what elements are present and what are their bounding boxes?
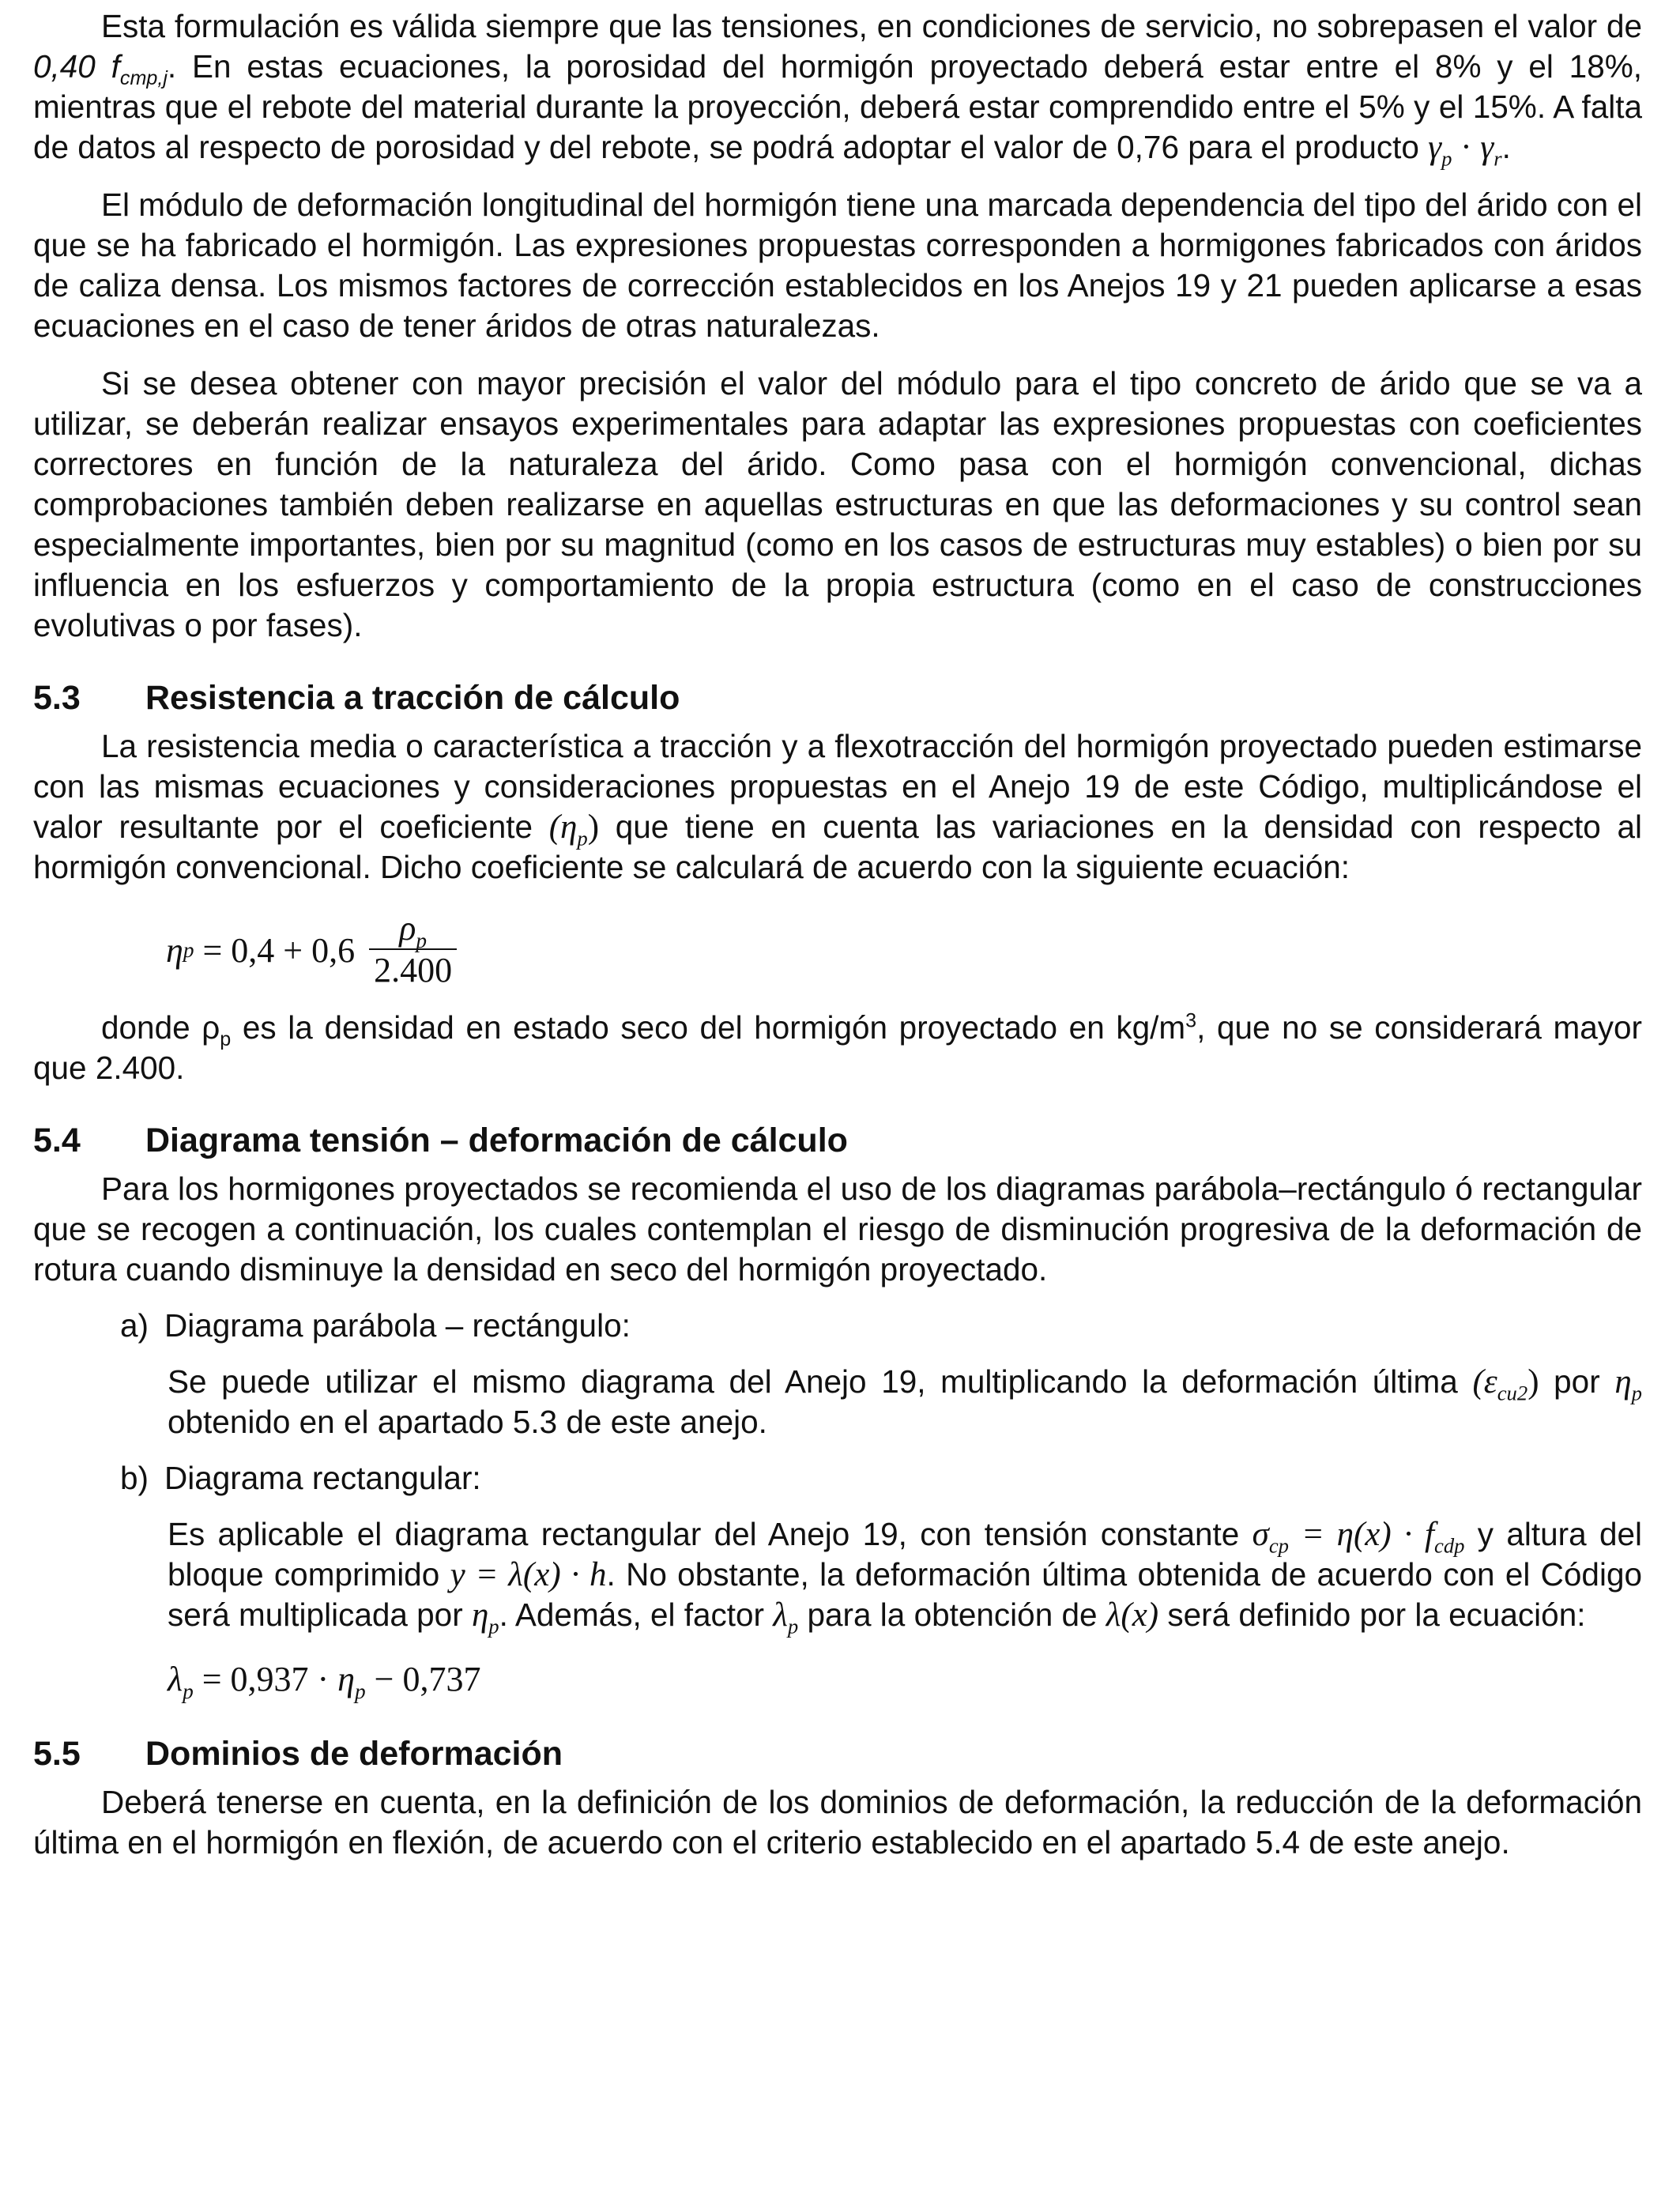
list-letter: a): [120, 1307, 149, 1344]
fraction-numerator: [394, 909, 431, 952]
lambda-symbol: λ: [773, 1596, 788, 1634]
list-item-a: [120, 1306, 1642, 1346]
formula-value: 0,40 f: [33, 48, 120, 85]
paragraph-rectangular: [168, 1514, 1642, 1638]
sigma-symbol: σ: [1252, 1516, 1269, 1553]
unit-exponent: 3: [1185, 1009, 1197, 1032]
document-page: [33, 6, 1642, 1863]
equation-constant: = 0,937 ·: [193, 1660, 338, 1698]
paragraph-validity: [33, 6, 1642, 171]
paren: ): [587, 809, 600, 846]
list-letter: b): [120, 1460, 149, 1496]
text-run: . No obstante, la deformación última obtenida de acuerdo con el Código será multiplicada por: [168, 1556, 1642, 1633]
text-run: donde ρ: [101, 1009, 220, 1046]
formula-gamma-product: [1428, 129, 1502, 171]
formula-sigma: [1252, 1516, 1465, 1558]
eta-subscript: p: [488, 1614, 499, 1638]
paragraph-density: [33, 1008, 1642, 1088]
rho-subscript: p: [220, 1028, 232, 1051]
formula-eta-p: [1614, 1363, 1642, 1405]
rho-subscript: p: [416, 928, 427, 952]
text-run: , que no se considerará mayor que 2.400.: [33, 1009, 1643, 1086]
epsilon-symbol: (ε: [1472, 1363, 1497, 1400]
eta-symbol: η: [471, 1596, 489, 1634]
paren: ): [1527, 1363, 1539, 1400]
formula-block-height: y = λ(x) · h: [450, 1556, 607, 1593]
eta-subscript: p: [355, 1679, 366, 1703]
text-run: . Además, el factor: [499, 1596, 774, 1633]
paragraph-modulus: El módulo de deformación longitudinal del hormigón tiene una marcada dependencia del tipo del árido con el que se ha fabricado el hormigón. Las expresiones propuestas corresponden a hormigones fabricados con áridos de caliza densa. Los mismos factores de corrección establecidos en los Anejos 19 y 21 pueden aplicarse a esas ecuaciones en el caso de tener áridos de otras naturalezas.: [33, 187, 1642, 344]
section-title: Diagrama tensión – deformación de cálculo: [145, 1122, 848, 1159]
section-number: 5.5: [33, 1735, 81, 1773]
equation-constant: − 0,737: [365, 1660, 481, 1698]
text-run: por: [1539, 1363, 1615, 1400]
formula-eta-p: [548, 809, 600, 850]
rho-symbol: ρ: [399, 909, 416, 948]
gamma-subscript: p: [1441, 146, 1452, 171]
formula-body: = η(x) · f: [1289, 1516, 1434, 1553]
section-number: 5.3: [33, 679, 81, 717]
formula-epsilon: [1472, 1363, 1539, 1405]
text-run: será definido por la ecuación:: [1158, 1596, 1586, 1633]
list-label: Diagrama parábola – rectángulo:: [164, 1307, 631, 1344]
gamma-subscript: r: [1494, 146, 1502, 171]
eta-subscript: p: [577, 826, 588, 850]
equation-constant: = 0,4 + 0,6: [194, 930, 356, 970]
eta-symbol: (η: [548, 809, 578, 846]
f-subscript: cdp: [1433, 1533, 1465, 1558]
text-run: y altura del bloque comprimido: [168, 1516, 1642, 1593]
text-run: que tiene en cuenta las variaciones en la densidad con respecto al hormigón convencional. Dicho coeficiente se calculará de acuerdo con la siguiente ecuación:: [33, 809, 1642, 885]
fraction-denominator: 2.400: [369, 948, 457, 991]
section-heading-5-3: [33, 677, 1642, 718]
epsilon-subscript: cu2: [1497, 1381, 1528, 1405]
formula-lambda-p: [773, 1596, 799, 1638]
formula-eta-p: [471, 1596, 499, 1638]
text-run: Es aplicable el diagrama rectangular del Anejo 19, con tensión constante: [168, 1516, 1252, 1552]
section-heading-5-4: [33, 1120, 1642, 1161]
text-run: obtenido en el apartado 5.3 de este anejo.: [168, 1404, 767, 1440]
list-item-b: [120, 1458, 1642, 1498]
text-run: .: [1501, 129, 1511, 165]
section-title: Dominios de deformación: [145, 1735, 563, 1773]
formula-fcmp: [33, 48, 168, 90]
gamma-symbol: γ: [1480, 129, 1494, 166]
paragraph-precision: Si se desea obtener con mayor precisión el valor del módulo para el tipo concreto de árido que se va a utilizar, se deberán realizar ensayos experimentales para adaptar las expresiones propuestas con coeficientes correctores en función de la naturaleza del árido. Como pasa con el hormigón convencional, dichas comprobaciones también deben realizarse en aquellas estructuras en que las deformaciones y su control sean especialmente importantes, bien por su magnitud (como en los casos de estructuras muy estables) o bien por su influencia en los esfuerzos y comportamiento de la propia estructura (como en el caso de construcciones evolutivas o por fases).: [33, 365, 1642, 643]
eta-symbol: η: [166, 930, 183, 970]
paragraph-domains: Deberá tenerse en cuenta, en la definición de los dominios de deformación, la reducción de la deformación última en el hormigón en flexión, de acuerdo con el criterio establecido en el apartado 5.4 de este anejo.: [33, 1784, 1642, 1860]
text-run: . En estas ecuaciones, la porosidad del hormigón proyectado deberá estar entre el 8% y el 18%, mientras que el rebote del material durante la proyección, deberá estar comprendido entre el 5% y el 15%. A falta de datos al respecto de porosidad y del rebote, se podrá adoptar el valor de 0,76 para el producto: [33, 48, 1642, 165]
text-run: Se puede utilizar el mismo diagrama del Anejo 19, multiplicando la deformación última: [168, 1363, 1473, 1400]
paragraph-tensile: [33, 726, 1642, 888]
formula-subscript: cmp,j: [119, 67, 168, 90]
equation-eta-p: η p = 0,4 + 0,6 $\frac{\rho_p}{2.400}$: [166, 907, 1642, 993]
gamma-symbol: γ: [1428, 129, 1442, 166]
paragraph-parabola: [168, 1362, 1642, 1442]
section-number: 5.4: [33, 1122, 81, 1159]
lambda-symbol: λ: [168, 1660, 183, 1698]
text-run: es la densidad en estado seco del hormigón proyectado en kg/m: [231, 1009, 1186, 1046]
text-run: La resistencia media o característica a tracción y a flexotracción del hormigón proyectado pueden estimarse con las mismas ecuaciones y consideraciones propuestas en el Anejo 19 de este Código, multiplicándose el valor resultante por el coeficiente: [33, 728, 1642, 845]
eta-symbol: η: [1614, 1363, 1632, 1400]
list-label: Diagrama rectangular:: [164, 1460, 481, 1496]
text-run: para la obtención de: [798, 1596, 1106, 1633]
paragraph-diagrams-intro: Para los hormigones proyectados se recomienda el uso de los diagramas parábola–rectángulo ó rectangular que se recogen a continuación, los cuales contemplan el riesgo de disminución progresiva de la deformación de rotura cuando disminuye la densidad en seco del hormigón proyectado.: [33, 1171, 1642, 1287]
section-heading-5-5: [33, 1733, 1642, 1774]
section-title: Resistencia a tracción de cálculo: [145, 679, 680, 717]
equation-lambda-p: [168, 1657, 1642, 1702]
text-run: Esta formulación es válida siempre que las tensiones, en condiciones de servicio, no sobrepasen el valor de: [101, 8, 1642, 44]
dot-operator: ·: [1452, 129, 1481, 166]
eta-symbol: η: [337, 1660, 355, 1698]
lambda-subscript: p: [183, 1679, 194, 1703]
lambda-subscript: p: [787, 1614, 799, 1638]
sigma-subscript: cp: [1268, 1533, 1290, 1558]
fraction: [369, 909, 457, 991]
formula-lambda-x: λ(x): [1106, 1596, 1159, 1634]
eta-subscript: p: [1631, 1381, 1642, 1405]
